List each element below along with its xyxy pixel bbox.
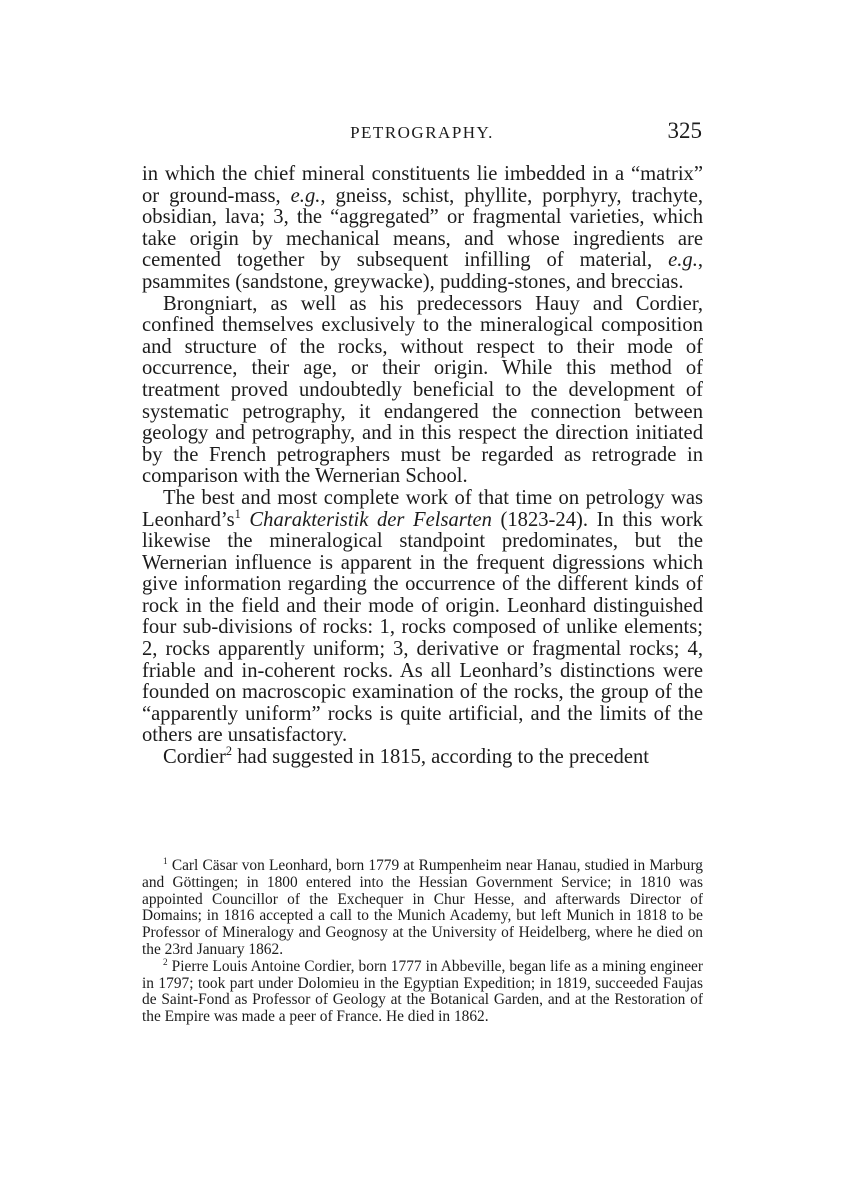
page-number: 325 <box>667 118 702 143</box>
footnote-1-text: Carl Cäsar von Leonhard, born 1779 at Rumpenheim near Hanau, studied in Marburg and Göttingen; in 1800 entered into the Hessian Government Service; in 1810 was appointed Councillor of the Exchequer in Chur Hesse, and afterwards Director of Domains; in 1816 accepted a call to the Munich Academy, but left Munich in 1818 to be Professor of Mineralogy and Geognosy at the University of Heidelberg, where he died on the 23rd January 1862. <box>142 857 703 958</box>
footnote-2-text: Pierre Louis Antoine Cordier, born 1777 in Abbeville, began life as a mining engineer in 1797; took part under Dolomieu in the Egyptian Expedition; in 1819, succeeded Faujas de Saint-Fond as Professor of Geology at the Botanical Garden, and at the Restoration of the Empire was made a peer of France. He died in 1862. <box>142 957 703 1026</box>
paragraph-4-text-b: had suggested in 1815, according to the precedent <box>232 746 650 769</box>
book-title-charakteristik: Charakteristik der Felsarten <box>249 508 492 531</box>
running-title: PETROGRAPHY. <box>350 123 494 142</box>
footnote-2-marker: 2 <box>163 956 168 967</box>
running-head <box>142 118 702 148</box>
footnote-2 <box>142 956 703 1026</box>
footnotes <box>142 855 703 1026</box>
paragraph-4-text-a: Cordier <box>163 746 226 769</box>
paragraph-1-eg-b: e.g. <box>668 249 698 272</box>
paragraph-3 <box>142 488 703 747</box>
paragraph-1-text-b: , gneiss, schist, phyllite, porphyry, trachyte, obsidian, lava; 3, the “aggregated” or fragmental varieties, which take origin by mechanical means, and whose ingredients are cemented together by subsequent infilling of material, <box>142 184 703 272</box>
paragraph-1-eg-a: e.g. <box>290 184 321 207</box>
paragraph-4 <box>142 744 703 769</box>
paragraph-2: Brongniart, as well as his predecessors Hauy and Cordier, confined themselves exclusively to the mineralogical composition and structure of the rocks, without respect to their mode of occurrence, their age, or their origin. While this method of treatment proved undoubtedly beneficial to the development of systematic petrography, it endangered the connection between geology and petrography, and in this respect the direction initiated by the French petrographers must be regarded as retrograde in comparison with the Wernerian School. <box>142 292 703 488</box>
paragraph-1-text-a: in which the chief mineral constituents lie imbedded in a “matrix” or ground-mass, <box>142 163 703 207</box>
paragraph-1 <box>142 164 703 294</box>
paragraph-3-text-a: The best and most complete work of that time on petrology was Leonhard’s <box>142 486 703 531</box>
footnote-ref-1[interactable]: 1 <box>234 506 241 521</box>
footnote-1 <box>142 855 703 959</box>
paragraph-1-text-c: , psammites (sandstone, greywacke), pudding-stones, and breccias. <box>142 249 703 293</box>
body-text <box>142 164 703 769</box>
footnote-ref-2[interactable]: 2 <box>225 744 233 759</box>
footnote-1-marker: 1 <box>163 855 168 866</box>
paragraph-3-text-b: (1823-24). In this work likewise the mineralogical standpoint predominates, but the Wernerian influence is apparent in the frequent digressions which give information regarding the occurrence of the different kinds of rock in the field and their mode of origin. Leonhard distinguished four sub-divisions of rocks: 1, rocks composed of unlike elements; 2, rocks apparently uniform; 3, derivative or fragmental rocks; 4, friable and in-coherent rocks. As all Leonhard’s distinctions were founded on macroscopic examination of the rocks, the group of the “apparently uniform” rocks is quite artificial, and the limits of the others are unsatisfactory. <box>142 508 703 747</box>
